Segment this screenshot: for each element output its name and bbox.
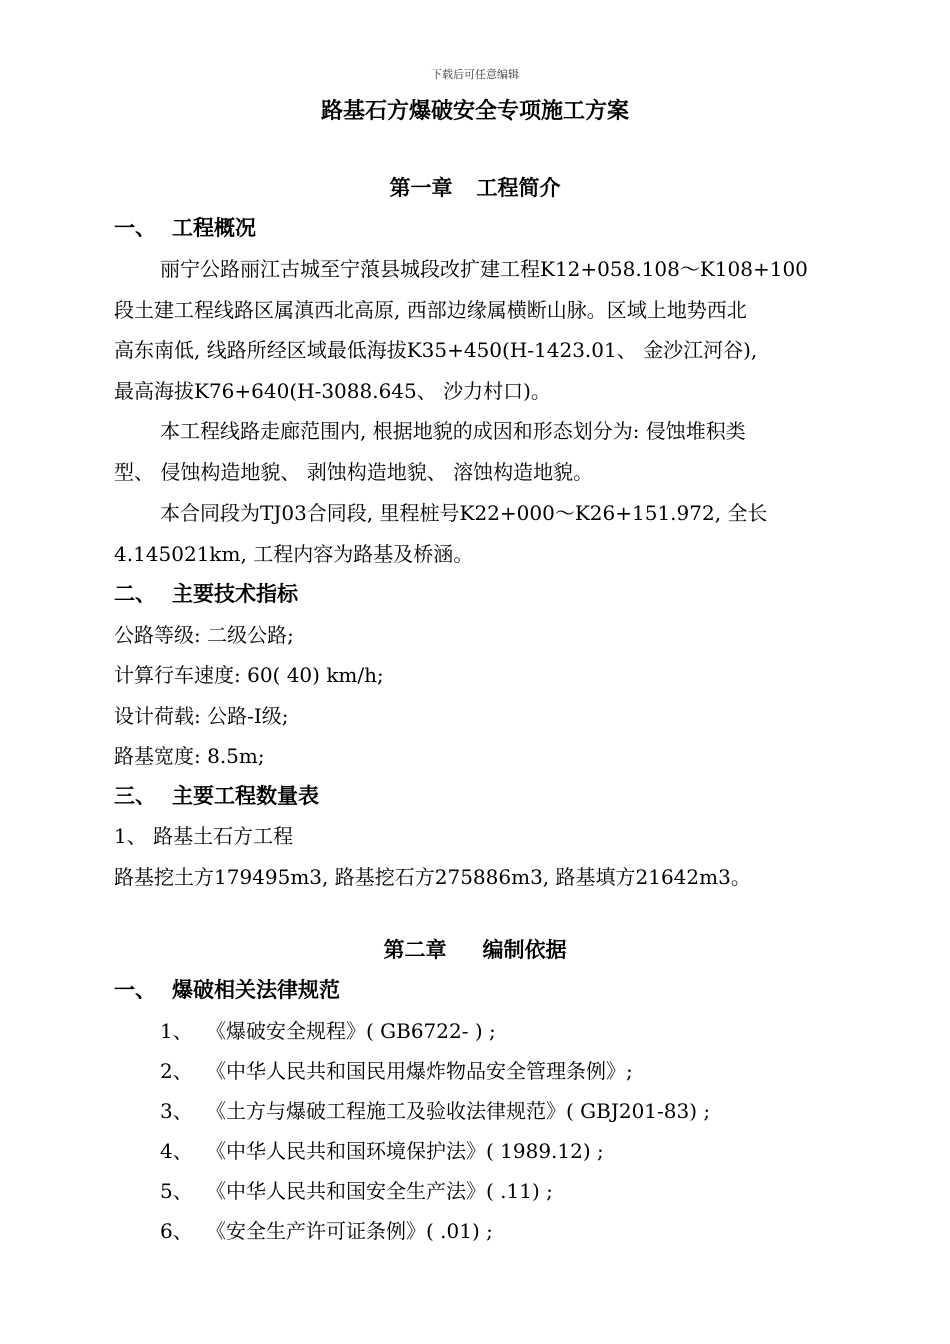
law-list-item xyxy=(160,1095,710,1124)
list-number: 3、 xyxy=(160,1099,193,1123)
section-number: 一、 xyxy=(114,216,156,240)
list-number: 1、 xyxy=(160,1019,193,1043)
section-title: 主要工程数量表 xyxy=(172,784,319,808)
list-text: 《安全生产许可证条例》( .01) ; xyxy=(206,1219,493,1243)
section-quantity-heading xyxy=(114,780,319,810)
list-text: 《中华人民共和国安全生产法》( .11) ; xyxy=(206,1179,553,1203)
section-number: 二、 xyxy=(114,582,156,606)
list-number: 2、 xyxy=(160,1059,193,1083)
paragraph-line: 本工程线路走廊范围内, 根据地貌的成因和形态划分为: 侵蚀堆积类 xyxy=(160,419,746,443)
section-overview-heading xyxy=(114,212,256,242)
chapter-2-title: 编制依据 xyxy=(482,938,567,962)
law-list-item xyxy=(160,1215,493,1244)
list-text: 《中华人民共和国环境保护法》( 1989.12) ; xyxy=(206,1139,604,1163)
paragraph-line: 4.145021km, 工程内容为路基及桥涵。 xyxy=(114,542,474,566)
list-number: 5、 xyxy=(160,1179,193,1203)
paragraph-line: 最高海拔K76+640(H-3088.645、 沙力村口)。 xyxy=(114,379,551,403)
list-text: 《土方与爆破工程施工及验收法律规范》( GBJ201-83) ; xyxy=(206,1099,711,1123)
list-number: 4、 xyxy=(160,1139,193,1163)
quantity-line: 路基挖土方179495m3, 路基挖石方275886m3, 路基填方21642m3。 xyxy=(114,865,751,889)
paragraph-line: 丽宁公路丽江古城至宁蒗县城段改扩建工程K12+058.108～K108+100 xyxy=(160,257,808,281)
header-note: 下载后可任意编辑 xyxy=(431,68,519,81)
law-list-item xyxy=(160,1175,553,1204)
paragraph-line: 本合同段为TJ03合同段, 里程桩号K22+000～K26+151.972, 全长 xyxy=(160,501,768,525)
paragraph-line: 高东南低, 线路所经区域最低海拔K35+450(H-1423.01、 金沙江河谷), xyxy=(114,338,758,362)
tech-spec-line: 计算行车速度: 60( 40) km/h; xyxy=(114,663,384,687)
chapter-1-number: 第一章 xyxy=(389,176,453,200)
paragraph-line: 型、 侵蚀构造地貌、 剥蚀构造地貌、 溶蚀构造地貌。 xyxy=(114,460,594,484)
law-list-item xyxy=(160,1135,604,1164)
section-tech-heading xyxy=(114,578,298,608)
section-number: 一、 xyxy=(114,978,156,1002)
list-text: 《中华人民共和国民用爆炸物品安全管理条例》; xyxy=(206,1059,633,1083)
law-list-item xyxy=(160,1015,496,1044)
list-text: 《爆破安全规程》( GB6722- ) ; xyxy=(206,1019,496,1043)
section-title: 工程概况 xyxy=(172,216,256,240)
section-number: 三、 xyxy=(114,784,156,808)
law-list-item xyxy=(160,1055,633,1084)
chapter-1-heading xyxy=(0,172,950,202)
tech-spec-line: 设计荷载: 公路-Ⅰ级; xyxy=(114,704,289,728)
document-title: 路基石方爆破安全专项施工方案 xyxy=(320,99,629,124)
quantity-line: 1、 路基土石方工程 xyxy=(114,824,294,848)
chapter-2-heading xyxy=(0,934,950,964)
chapter-2-number: 第二章 xyxy=(383,938,447,962)
tech-spec-line: 路基宽度: 8.5m; xyxy=(114,744,265,768)
chapter-1-title: 工程简介 xyxy=(476,176,561,200)
list-number: 6、 xyxy=(160,1219,193,1243)
section-title: 爆破相关法律规范 xyxy=(172,978,340,1002)
tech-spec-line: 公路等级: 二级公路; xyxy=(114,623,294,647)
paragraph-line: 段土建工程线路区属滇西北高原, 西部边缘属横断山脉。区域上地势西北 xyxy=(114,298,747,322)
section-laws-heading xyxy=(114,974,340,1004)
section-title: 主要技术指标 xyxy=(172,582,298,606)
